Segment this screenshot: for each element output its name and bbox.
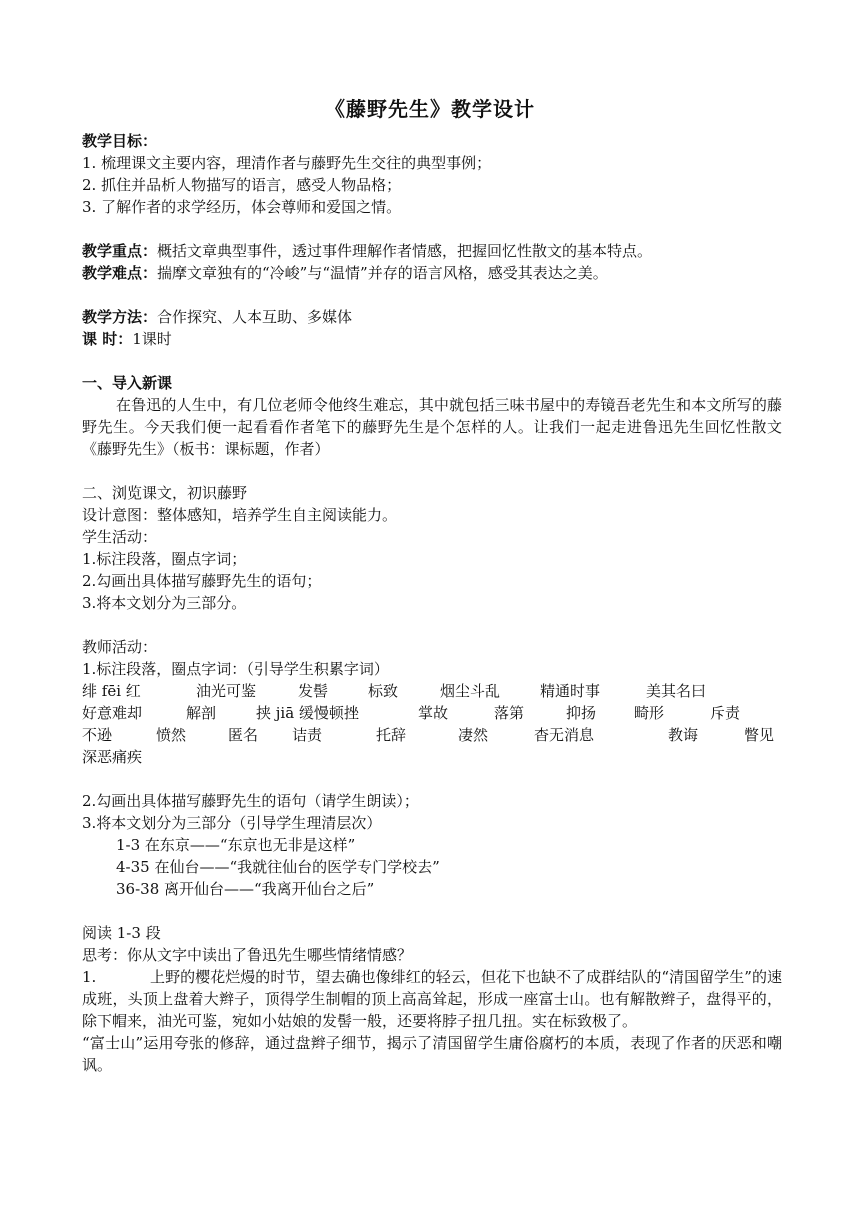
text-part: 1-3 在东京——“东京也无非是这样” — [116, 836, 356, 854]
key-point: 教学重点：概括文章典型事件，透过事件理解作者情感，把握回忆性散文的基本特点。 — [82, 242, 653, 260]
vocab-word: 好意难却 — [82, 704, 143, 722]
teacher-activity-item: 3.将本文划分为三部分（引导学生理清层次） — [82, 814, 382, 832]
vocab-word: 不逊 — [82, 726, 113, 744]
vocab-word: 愤然 — [156, 726, 187, 744]
vocab-word: 畸形 — [634, 704, 665, 722]
vocab-word: 诘责 — [292, 726, 323, 744]
student-activity-item: 2.勾画出具体描写藤野先生的语句； — [82, 572, 322, 590]
vocab-word: 美其名曰 — [646, 682, 707, 700]
reading-analysis: “富士山”运用夸张的修辞，通过盘辫子细节，揭示了清国留学生庸俗腐朽的本质，表现了作者的厌恶和嘲讽。 — [82, 1034, 782, 1074]
vocab-word: 匿名 — [228, 726, 259, 744]
vocab-word: 掌故 — [418, 704, 449, 722]
reading-heading: 阅读 1-3 段 — [82, 924, 161, 942]
document-title: 《藤野先生》教学设计 — [325, 97, 535, 121]
student-activity-item: 1.标注段落，圈点字词； — [82, 550, 247, 568]
goal-item: 1. 梳理课文主要内容，理清作者与藤野先生交往的典型事例； — [82, 154, 492, 172]
section1-paragraph: 在鲁迅的人生中，有几位老师令他终生难忘，其中就包括三味书屋中的寿镜吾老先生和本文所写的藤野先生。今天我们便一起看看作者笔下的藤野先生是个怎样的人。让我们一起走进鲁迅先生回忆性散文《藤野先生》（板书：课标题，作者） — [82, 396, 782, 458]
difficulty: 教学难点：揣摩文章独有的“冷峻”与“温情”并存的语言风格，感受其表达之美。 — [82, 264, 608, 282]
document-body — [82, 130, 782, 1076]
vocab-word: 抑扬 — [566, 704, 597, 722]
method: 教学方法：合作探究、人本互助、多媒体 — [82, 308, 353, 326]
reading-quote: 1. 上野的樱花烂熳的时节，望去确也像绯红的轻云，但花下也缺不了成群结队的“清国留学生”的速成班，头顶上盘着大辫子，顶得学生制帽的顶上高高耸起，形成一座富士山。也有解散辫子，盘得平的，除下帽来，油光可鉴，宛如小姑娘的发髻一般，还要将脖子扭几扭。实在标致极了。 — [82, 968, 782, 1030]
vocab-word: 斥责 — [710, 704, 741, 722]
vocab-word: 烟尘斗乱 — [440, 682, 501, 700]
goal-item: 3. 了解作者的求学经历，体会尊师和爱国之情。 — [82, 198, 402, 216]
teacher-activity-item: 2.勾画出具体描写藤野先生的语句（请学生朗读）； — [82, 792, 419, 810]
section2-heading: 二、浏览课文，初识藤野 — [82, 484, 248, 502]
student-activity-label: 学生活动： — [82, 528, 158, 546]
reading-question: 思考：你从文字中读出了鲁迅先生哪些情绪情感？ — [82, 946, 413, 964]
section2-intent: 设计意图：整体感知，培养学生自主阅读能力。 — [82, 506, 398, 524]
vocab-word: 瞥见 — [744, 726, 775, 744]
vocab-word: 绯 fēi 红 — [82, 682, 141, 700]
vocab-word: 标致 — [368, 682, 399, 700]
vocab-word: 挟 jiā 缓慢顿挫 — [256, 704, 359, 722]
vocab-word: 教诲 — [668, 726, 699, 744]
teacher-activity-item: 1.标注段落，圈点字词：（引导学生积累字词） — [82, 660, 389, 678]
vocab-row — [82, 702, 782, 724]
text-part: 4-35 在仙台——“我就往仙台的医学专门学校去” — [116, 858, 440, 876]
goal-item: 2. 抓住并品析人物描写的语言，感受人物品格； — [82, 176, 402, 194]
vocab-word: 解剖 — [186, 704, 217, 722]
student-activity-item: 3.将本文划分为三部分。 — [82, 594, 247, 612]
section1-heading: 一、导入新课 — [82, 374, 173, 392]
teacher-activity-label: 教师活动： — [82, 638, 158, 656]
vocab-word: 油光可鉴 — [196, 682, 257, 700]
vocab-row — [82, 724, 782, 746]
class-hours: 课 时：1课时 — [82, 330, 172, 348]
vocab-word: 托辞 — [376, 726, 407, 744]
vocab-word: 凄然 — [458, 726, 489, 744]
vocab-word: 杳无消息 — [534, 726, 595, 744]
text-part: 36-38 离开仙台——“我离开仙台之后” — [116, 880, 375, 898]
vocab-word: 落第 — [494, 704, 525, 722]
vocab-word: 精通时事 — [540, 682, 601, 700]
vocab-row: 深恶痛疾 — [82, 748, 143, 766]
vocab-word: 发髻 — [298, 682, 329, 700]
goals-heading: 教学目标： — [82, 132, 158, 150]
vocab-row — [82, 680, 782, 702]
